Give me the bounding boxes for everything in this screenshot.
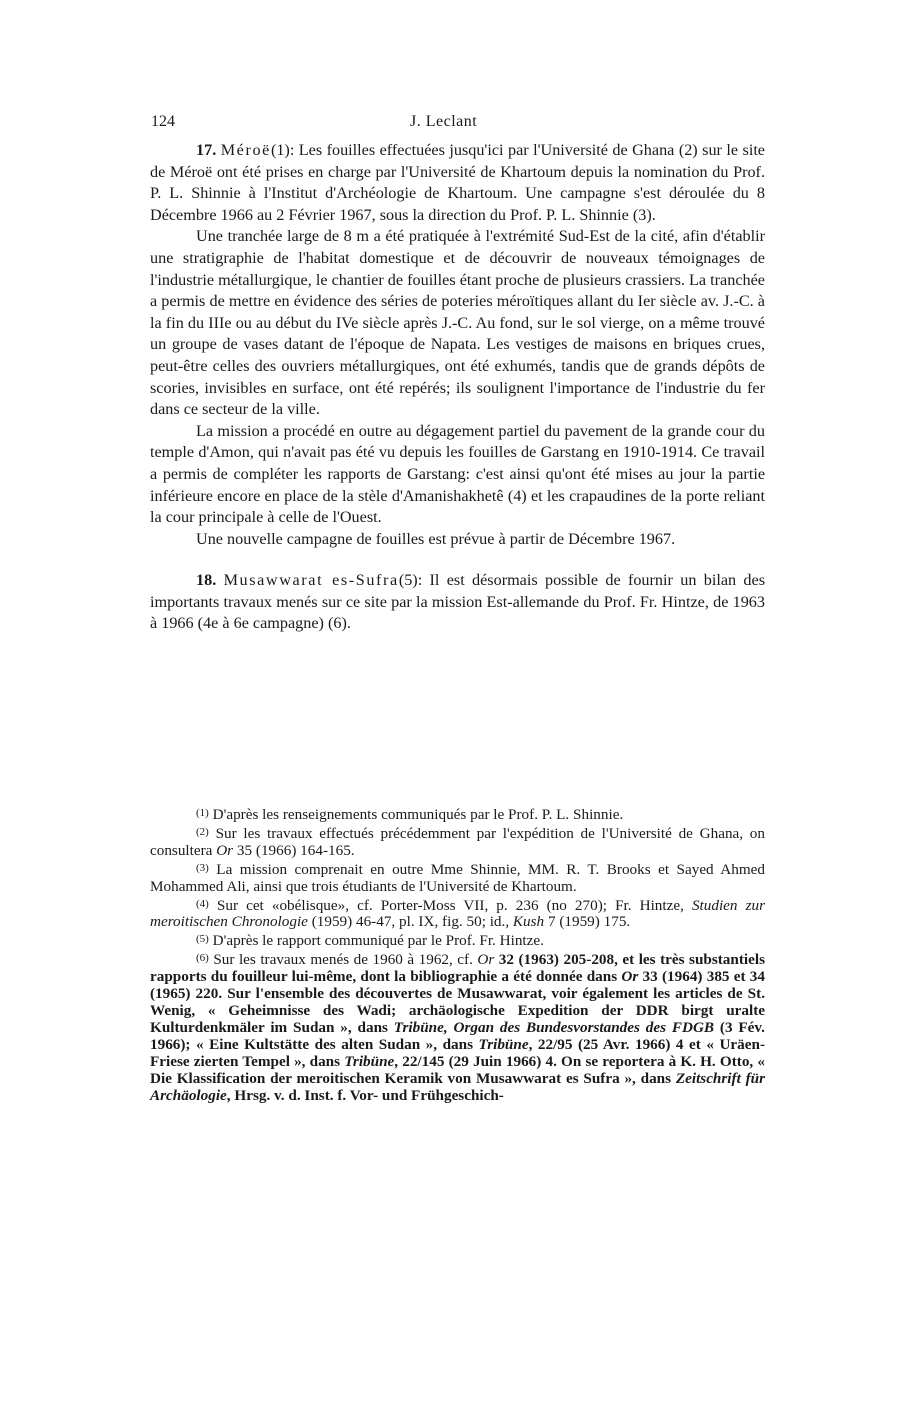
footnote-6-text-4: (3 Fév. 1966); « Eine Kultstätte des alten Sudan », dans — [150, 1018, 765, 1053]
footnote-6-text-5: , 22/95 (25 Avr. 1966) 4 et « Uräen-Friese zierten Tempel », dans — [150, 1035, 765, 1070]
footnote-3-mark: (3) — [196, 861, 209, 874]
footnote-6-journal-3: Tribüne, Organ des Bundesvorstandes des FDGB — [393, 1018, 715, 1036]
section-17-paragraph-2: Une tranchée large de 8 m a été pratiquée à l'extrémité Sud-Est de la cité, afin d'établir une stratigraphie de l'habitat domestique et de découvrir de nouveaux témoignages de l'industrie métallurgique, le chantier de fouilles étant proche de plusieurs crassiers. La tranchée a permis de mettre en évidence des séries de poteries méroïtiques allant du Ier siècle av. J.-C. à la fin du IIIe ou au début du IVe siècle après J.-C. Au fond, sur le sol vierge, on a même trouvé un groupe de vases datant de l'époque de Napata. Les vestiges de maisons en briques crues, peut-être celles des ouvriers métallurgiques, ont été exhumés, tandis que de grands dépôts de scories, invisibles en surface, ont été repérés; ils soulignent l'importance de l'industrie du fer dans ce secteur de la ville. — [150, 227, 765, 419]
footnote-2 — [150, 824, 765, 860]
footnote-1-text: D'après les renseignements communiqués par le Prof. P. L. Shinnie. — [212, 806, 624, 823]
footnote-6-text-7: , Hrsg. v. d. Inst. f. Vor- und Frühgeschich- — [226, 1086, 504, 1104]
section-18-title: Musawwarat es-Sufra — [223, 571, 399, 590]
footnote-2-text-end: 35 (1966) 164-165. — [233, 841, 355, 859]
footnote-6-journal-2: Or — [621, 968, 639, 986]
footnote-6-journal-4: Tribüne — [478, 1035, 529, 1053]
section-17-paragraph-1-text: : Les fouilles effectuées jusqu'ici par l'Université de Ghana (2) sur le site de Méroë ont été prises en charge par l'Université de Khartoum depuis la nomination du Prof. P. L. Shinnie à l'Institut d'Archéologie de Khartoum. Une campagne s'est déroulée du 8 Décembre 1966 au 2 Février 1967, sous la direction du Prof. P. L. Shinnie (3). — [150, 141, 765, 224]
footnote-3 — [150, 860, 765, 896]
footnote-4-mark: (4) — [196, 897, 209, 910]
footnote-1-mark: (1) — [196, 807, 209, 819]
footnote-6-journal-6: Zeitschrift für Archäologie — [150, 1069, 765, 1104]
footnote-6-text-6: , 22/145 (29 Juin 1966) 4. On se reportera à K. H. Otto, « Die Klassification der meroitischen Keramik von Musawwarat es Sufra », dans — [150, 1052, 765, 1087]
section-17-title: Méroë — [220, 141, 271, 159]
footnote-6-text-2: 32 (1963) 205-208, et les très substantiels rapports du fouilleur lui-même, dont la bibliographie a été donnée dans — [150, 951, 765, 986]
running-head: J. Leclant — [410, 113, 478, 130]
footnotes — [150, 805, 765, 1104]
section-17-paragraph-3: La mission a procédé en outre au dégagement partiel du pavement de la grande cour du temple d'Amon, qui n'avait pas été vu depuis les fouilles de Garstang en 1910-1914. Ce travail a permis de compléter les rapports de Garstang: c'est ainsi qu'ont été mises au jour la partie inférieure encore en place de la stèle d'Amanishakhetê (4) et les crapaudines de la porte reliant la cour principale à celle de l'Ouest. — [150, 421, 765, 527]
footnote-4 — [150, 896, 765, 932]
footnote-6-mark: (6) — [196, 952, 209, 965]
footnote-4-text-end: 7 (1959) 175. — [544, 913, 631, 931]
footnote-5-text: D'après le rapport communiqué par le Prof. Fr. Hintze. — [212, 932, 544, 950]
section-17-number: 17. — [196, 141, 217, 159]
footnote-5 — [150, 931, 765, 950]
footnote-2-text: Sur les travaux effectués précédemment par l'expédition de l'Université de Ghana, on consultera — [150, 824, 765, 859]
page-number: 124 — [151, 113, 175, 130]
main-text — [150, 140, 765, 635]
footnote-6-text-3: 33 (1964) 385 et 34 (1965) 220. Sur l'ensemble des découvertes de Musawwarat, voir également les articles de St. Wenig, « Geheimnisse des Wadi; archäologische Expedition der DDR birgt uralte Kulturdenkmäler im Sudan », dans — [150, 968, 765, 1036]
section-17-paragraph-4: Une nouvelle campagne de fouilles est prévue à partir de Décembre 1967. — [196, 529, 676, 548]
footnote-6-journal-1: Or — [477, 951, 495, 969]
section-17-paragraph-1 — [150, 140, 765, 226]
footnote-2-journal: Or — [216, 841, 234, 859]
footnote-1 — [150, 805, 765, 824]
footnote-2-mark: (2) — [196, 825, 209, 838]
section-17-title-note: (1) — [270, 141, 290, 159]
footnote-4-text: Sur cet «obélisque», cf. Porter-Moss VII, p. 236 (no 270); Fr. Hintze, — [216, 896, 692, 914]
footnote-3-text: La mission comprenait en outre Mme Shinnie, MM. R. T. Brooks et Sayed Ahmed Mohammed Ali, ainsi que trois étudiants de l'Université de Khartoum. — [150, 860, 765, 895]
section-18-title-note: (5) — [398, 571, 418, 590]
footnote-6-journal-5: Tribüne — [344, 1052, 395, 1070]
footnote-6 — [150, 950, 765, 1104]
section-18-paragraph-1-text: : Il est désormais possible de fournir un bilan des importants travaux menés sur ce site par la mission Est-allemande du Prof. Fr. Hintze, de 1963 à 1966 (4e à 6e campagne) (6). — [150, 571, 765, 633]
footnote-4-text-mid: (1959) 46-47, pl. IX, fig. 50; id., — [307, 913, 513, 931]
section-18-number: 18. — [196, 571, 217, 590]
footnote-5-mark: (5) — [196, 933, 209, 946]
footnote-6-text-1: Sur les travaux menés de 1960 à 1962, cf. — [213, 951, 478, 969]
section-18-paragraph-1 — [150, 570, 765, 635]
footnote-4-journal: Kush — [512, 913, 545, 931]
footnote-4-book-title: Studien zur meroitischen Chronologie — [150, 896, 765, 931]
